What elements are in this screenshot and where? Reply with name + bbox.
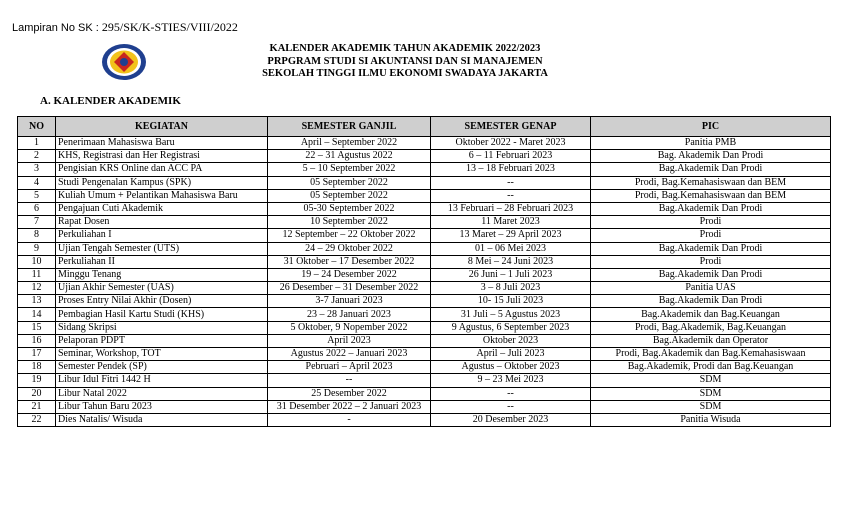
odd-semester-cell: April – September 2022: [268, 137, 431, 150]
sk-number: 295/SK/K-STIES/VIII/2022: [101, 20, 238, 34]
row-number-cell: 20: [18, 387, 56, 400]
row-number-cell: 16: [18, 334, 56, 347]
pic-cell: Bag. Akademik Dan Prodi: [591, 150, 831, 163]
odd-semester-cell: 5 – 10 September 2022: [268, 163, 431, 176]
institution-logo: [100, 42, 148, 82]
table-row: [18, 282, 831, 295]
row-number-cell: 14: [18, 308, 56, 321]
table-row: [18, 308, 831, 321]
pic-cell: Panitia UAS: [591, 282, 831, 295]
row-number-cell: 15: [18, 321, 56, 334]
table-row: [18, 387, 831, 400]
table-row: [18, 229, 831, 242]
activity-cell: Studi Pengenalan Kampus (SPK): [56, 176, 268, 189]
even-semester-cell: 13 – 18 Februari 2023: [431, 163, 591, 176]
pic-cell: Prodi: [591, 255, 831, 268]
even-semester-cell: --: [431, 400, 591, 413]
table-row: [18, 137, 831, 150]
table-row: [18, 268, 831, 281]
activity-cell: Dies Natalis/ Wisuda: [56, 413, 268, 426]
activity-cell: Sidang Skripsi: [56, 321, 268, 334]
odd-semester-cell: April 2023: [268, 334, 431, 347]
pic-cell: SDM: [591, 387, 831, 400]
table-row: [18, 202, 831, 215]
activity-cell: Pelaporan PDPT: [56, 334, 268, 347]
pic-cell: Prodi, Bag.Akademik dan Bag.Kemahasiswaan: [591, 348, 831, 361]
activity-cell: Perkuliahan II: [56, 255, 268, 268]
table-row: [18, 374, 831, 387]
row-number-cell: 18: [18, 361, 56, 374]
row-number-cell: 10: [18, 255, 56, 268]
column-header-semester-ganjil: SEMESTER GANJIL: [268, 117, 431, 137]
table-row: [18, 216, 831, 229]
activity-cell: Kuliah Umum + Pelantikan Mahasiswa Baru: [56, 189, 268, 202]
odd-semester-cell: 05-30 September 2022: [268, 202, 431, 215]
odd-semester-cell: -: [268, 413, 431, 426]
table-row: [18, 163, 831, 176]
pic-cell: SDM: [591, 400, 831, 413]
row-number-cell: 12: [18, 282, 56, 295]
row-number-cell: 1: [18, 137, 56, 150]
odd-semester-cell: 31 Oktober – 17 Desember 2022: [268, 255, 431, 268]
pic-cell: Bag.Akademik Dan Prodi: [591, 163, 831, 176]
even-semester-cell: --: [431, 189, 591, 202]
even-semester-cell: Agustus – Oktober 2023: [431, 361, 591, 374]
pic-cell: Prodi, Bag.Kemahasiswaan dan BEM: [591, 176, 831, 189]
table-row: [18, 255, 831, 268]
row-number-cell: 6: [18, 202, 56, 215]
pic-cell: Prodi, Bag.Kemahasiswaan dan BEM: [591, 189, 831, 202]
table-row: [18, 361, 831, 374]
row-number-cell: 19: [18, 374, 56, 387]
even-semester-cell: 9 – 23 Mei 2023: [431, 374, 591, 387]
row-number-cell: 5: [18, 189, 56, 202]
row-number-cell: 21: [18, 400, 56, 413]
table-row: [18, 321, 831, 334]
header-title: KALENDER AKADEMIK TAHUN AKADEMIK 2022/2023: [269, 43, 541, 54]
even-semester-cell: 20 Desember 2023: [431, 413, 591, 426]
activity-cell: Semester Pendek (SP): [56, 361, 268, 374]
odd-semester-cell: 05 September 2022: [268, 176, 431, 189]
column-header-semester-genap: SEMESTER GENAP: [431, 117, 591, 137]
section-title: A. KALENDER AKADEMIK: [40, 95, 181, 107]
activity-cell: Pengisian KRS Online dan ACC PA: [56, 163, 268, 176]
odd-semester-cell: 26 Desember – 31 Desember 2022: [268, 282, 431, 295]
table-row: [18, 189, 831, 202]
odd-semester-cell: 23 – 28 Januari 2023: [268, 308, 431, 321]
sk-reference: [12, 20, 238, 35]
row-number-cell: 9: [18, 242, 56, 255]
activity-cell: Libur Idul Fitri 1442 H: [56, 374, 268, 387]
pic-cell: Bag.Akademik Dan Prodi: [591, 268, 831, 281]
pic-cell: Bag.Akademik Dan Prodi: [591, 295, 831, 308]
even-semester-cell: 26 Juni – 1 Juli 2023: [431, 268, 591, 281]
pic-cell: Bag.Akademik dan Bag.Keuangan: [591, 308, 831, 321]
sk-prefix: Lampiran No SK :: [12, 22, 102, 34]
row-number-cell: 11: [18, 268, 56, 281]
even-semester-cell: 31 Juli – 5 Agustus 2023: [431, 308, 591, 321]
table-header-row: [18, 117, 831, 137]
row-number-cell: 13: [18, 295, 56, 308]
table-row: [18, 150, 831, 163]
row-number-cell: 4: [18, 176, 56, 189]
activity-cell: Ujian Tengah Semester (UTS): [56, 242, 268, 255]
table-row: [18, 348, 831, 361]
row-number-cell: 17: [18, 348, 56, 361]
row-number-cell: 8: [18, 229, 56, 242]
row-number-cell: 22: [18, 413, 56, 426]
pic-cell: Prodi: [591, 216, 831, 229]
odd-semester-cell: Agustus 2022 – Januari 2023: [268, 348, 431, 361]
pic-cell: Bag.Akademik Dan Prodi: [591, 242, 831, 255]
activity-cell: KHS, Registrasi dan Her Registrasi: [56, 150, 268, 163]
odd-semester-cell: 19 – 24 Desember 2022: [268, 268, 431, 281]
row-number-cell: 2: [18, 150, 56, 163]
activity-cell: Ujian Akhir Semester (UAS): [56, 282, 268, 295]
even-semester-cell: 8 Mei – 24 Juni 2023: [431, 255, 591, 268]
pic-cell: Panitia PMB: [591, 137, 831, 150]
activity-cell: Libur Tahun Baru 2023: [56, 400, 268, 413]
pic-cell: SDM: [591, 374, 831, 387]
table-row: [18, 400, 831, 413]
table-row: [18, 176, 831, 189]
pic-cell: Bag.Akademik Dan Prodi: [591, 202, 831, 215]
pic-cell: Bag.Akademik dan Operator: [591, 334, 831, 347]
even-semester-cell: 3 – 8 Juli 2023: [431, 282, 591, 295]
even-semester-cell: 6 – 11 Februari 2023: [431, 150, 591, 163]
row-number-cell: 7: [18, 216, 56, 229]
activity-cell: Pembagian Hasil Kartu Studi (KHS): [56, 308, 268, 321]
even-semester-cell: --: [431, 176, 591, 189]
table-row: [18, 334, 831, 347]
odd-semester-cell: 25 Desember 2022: [268, 387, 431, 400]
table-body: [18, 137, 831, 427]
header-institution: SEKOLAH TINGGI ILMU EKONOMI SWADAYA JAKARTA: [262, 68, 548, 79]
even-semester-cell: April – Juli 2023: [431, 348, 591, 361]
pic-cell: Prodi, Bag.Akademik, Bag.Keuangan: [591, 321, 831, 334]
pic-cell: Prodi: [591, 229, 831, 242]
academic-calendar-table: [17, 116, 831, 427]
odd-semester-cell: 05 September 2022: [268, 189, 431, 202]
odd-semester-cell: 31 Desember 2022 – 2 Januari 2023: [268, 400, 431, 413]
column-header-kegiatan: KEGIATAN: [56, 117, 268, 137]
even-semester-cell: Oktober 2023: [431, 334, 591, 347]
odd-semester-cell: 22 – 31 Agustus 2022: [268, 150, 431, 163]
activity-cell: Seminar, Workshop, TOT: [56, 348, 268, 361]
even-semester-cell: --: [431, 387, 591, 400]
table-row: [18, 295, 831, 308]
even-semester-cell: 01 – 06 Mei 2023: [431, 242, 591, 255]
odd-semester-cell: 24 – 29 Oktober 2022: [268, 242, 431, 255]
even-semester-cell: 11 Maret 2023: [431, 216, 591, 229]
activity-cell: Rapat Dosen: [56, 216, 268, 229]
odd-semester-cell: 12 September – 22 Oktober 2022: [268, 229, 431, 242]
row-number-cell: 3: [18, 163, 56, 176]
odd-semester-cell: --: [268, 374, 431, 387]
pic-cell: Panitia Wisuda: [591, 413, 831, 426]
activity-cell: Perkuliahan I: [56, 229, 268, 242]
activity-cell: Proses Entry Nilai Akhir (Dosen): [56, 295, 268, 308]
activity-cell: Minggu Tenang: [56, 268, 268, 281]
odd-semester-cell: 3-7 Januari 2023: [268, 295, 431, 308]
pic-cell: Bag.Akademik, Prodi dan Bag.Keuangan: [591, 361, 831, 374]
column-header-pic: PIC: [591, 117, 831, 137]
table-row: [18, 242, 831, 255]
odd-semester-cell: 5 Oktober, 9 Nopember 2022: [268, 321, 431, 334]
even-semester-cell: 13 Maret – 29 April 2023: [431, 229, 591, 242]
even-semester-cell: 10- 15 Juli 2023: [431, 295, 591, 308]
activity-cell: Penerimaan Mahasiswa Baru: [56, 137, 268, 150]
odd-semester-cell: Pebruari – April 2023: [268, 361, 431, 374]
odd-semester-cell: 10 September 2022: [268, 216, 431, 229]
table-row: [18, 413, 831, 426]
even-semester-cell: 9 Agustus, 6 September 2023: [431, 321, 591, 334]
header-program: PRPGRAM STUDI SI AKUNTANSI DAN SI MANAJEMEN: [267, 55, 543, 67]
activity-cell: Pengajuan Cuti Akademik: [56, 202, 268, 215]
column-header-no: NO: [18, 117, 56, 137]
document-header: [195, 43, 615, 81]
activity-cell: Libur Natal 2022: [56, 387, 268, 400]
even-semester-cell: 13 Februari – 28 Februari 2023: [431, 202, 591, 215]
even-semester-cell: Oktober 2022 - Maret 2023: [431, 137, 591, 150]
